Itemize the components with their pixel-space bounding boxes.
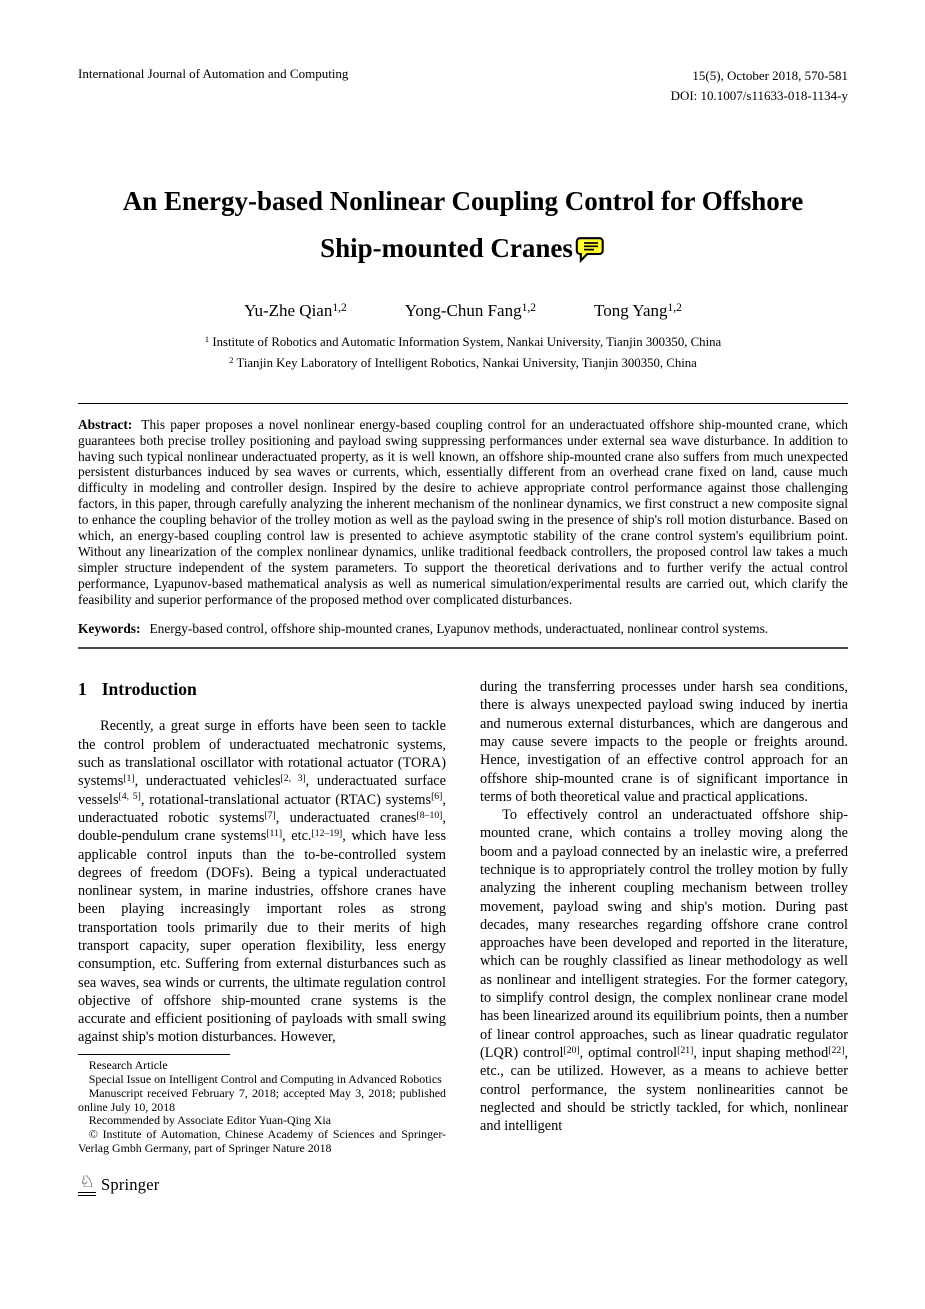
right-column	[480, 678, 848, 1156]
footnote-article-type: Research Article	[88, 1057, 168, 1072]
footnotes	[78, 1059, 446, 1156]
author-3-name: Tong Yang	[594, 301, 668, 321]
affiliations	[78, 332, 848, 373]
left-column	[78, 678, 446, 1156]
affiliation-1	[78, 332, 848, 353]
affiliation-1-sup: 1	[204, 334, 210, 345]
author-2-name: Yong-Chun Fang	[404, 301, 522, 321]
paper-title	[78, 178, 848, 277]
intro-paragraph-1: Recently, a great surge in efforts have been seen to tackle the control problem of underactuated mechatronic systems, such as translational oscillator with rotational actuator (TORA) systems[1], underactuated vehicles[2, 3], underactuated surface vessels[4, 5], rotational-translational actuator (RTAC) systems[6], underactuated robotic systems[7], underactuated cranes[8–10], double-pendulum crane systems[11], etc.[12–19], which have less applicable control inputs than the to-be-controlled system degrees of freedom (DOFs). Being a typical underactuated nonlinear system, in marine industries, offshore cranes have been playing increasingly important roles as strong transportation tools primarily due to their merits of high transport capacity, super operation flexibility, less energy consumption, etc. Suffering from external disturbances such as sea waves, sea winds or currents, the ultimate regulation control objective of offshore ship-mounted crane systems is the accurate and efficient positioning of payloads with small swing against ship's motion disturbances. However,	[78, 718, 447, 1046]
author-1-name: Yu-Zhe Qian	[244, 301, 333, 321]
keywords-bottom-rule	[78, 647, 848, 649]
author-1	[244, 301, 347, 321]
keywords-text: Energy-based control, offshore ship-mounted cranes, Lyapunov methods, underactuated, nonlinear control systems.	[149, 621, 769, 637]
keywords	[78, 621, 848, 637]
journal-name: International Journal of Automation and Computing	[78, 66, 349, 81]
abstract-text: This paper proposes a novel nonlinear energy-based coupling control for an underactuated offshore ship-mounted crane, which guarantees both precise trolley positioning and payload swing suppressing performances under external sea wave disturbance. In addition to having such typical nonlinear underactuated property, as it is well known, an offshore ship-mounted crane also suffers from much unexpected persistent disturbances induced by sea waves or currents, which, essentially different from an overhead crane fixed on land, cause much difficulty in modeling and controller design. Inspired by the desire to achieve appropriate control performance against those challenging factors, in this paper, through carefully analyzing the inherent mechanism of the nonlinear dynamics, we first construct a new composite signal to enhance the coupling behavior of the trolley motion as well as the payload swing in the presence of ship's roll motion disturbance. Based on which, an energy-based coupling control law is presented to achieve asymptotic stability of the crane control system's equilibrium point. Without any linearization of the complex nonlinear dynamics, unlike traditional feedback controllers, the proposed control law takes a much simpler structure independent of the system parameters. To support the theoretical derivations and to further verify the actual control performance, Lyapunov-based mathematical analysis as well as numerical simulation/experimental results are carried out, which clarify the feasibility and superior performance of the proposed method over complicated disturbances.	[78, 416, 848, 608]
author-3	[594, 301, 682, 321]
paper-title-line2	[78, 225, 848, 277]
section-number: 1	[78, 679, 87, 700]
comment-annotation-icon[interactable]	[575, 231, 606, 277]
abstract-top-rule	[78, 403, 848, 404]
affiliation-2-sup: 2	[229, 354, 234, 365]
section-heading-introduction	[78, 678, 446, 700]
right-paragraph-2: To effectively control an underactuated offshore ship-mounted crane, which contains a trolley moving along the boom and a payload connected by an inelastic wire, a preferred technique is to appropriately control the trolley motion by fully analyzing the inherent coupling mechanism between trolley movement, payload swing and ship's motion. During past decades, many researches regarding offshore crane control approaches have been developed and reported in the literature, which can be roughly classified as linear methodology as well as nonlinear and intelligent strategies. For the former category, to simplify control design, the complex nonlinear crane model has been linearized around its equilibrium points, then a number of linear control approaches, such as linear quadratic regulator (LQR) control[20], optimal control[21], input shaping method[22], etc., can be utilized. However, as a means to achieve better control performance, the system nonlinearities cannot be neglected and should be strictly tackled, for which, nonlinear and intelligent	[480, 807, 849, 1135]
author-2-affil-sup: 1,2	[521, 300, 537, 314]
affiliation-2-text: Tianjin Key Laboratory of Intelligent Robotics, Nankai University, Tianjin 300350, China	[236, 355, 697, 370]
footnote-recommended-by: Recommended by Associate Editor Yuan-Qing Xia	[88, 1113, 331, 1128]
springer-horse-icon: ♘	[78, 1174, 96, 1196]
author-3-affil-sup: 1,2	[667, 300, 682, 314]
doi: DOI: 10.1007/s11633-018-1134-y	[670, 88, 848, 104]
section-title: Introduction	[101, 679, 197, 700]
footnote-special-issue: Special Issue on Intelligent Control and Computing in Advanced Robotics	[88, 1071, 442, 1086]
abstract-label: Abstract:	[78, 416, 133, 432]
authors-row	[78, 301, 848, 321]
issue-info: 15(5), October 2018, 570-581	[692, 68, 848, 83]
springer-wordmark: Springer	[101, 1175, 160, 1194]
affiliation-1-text: Institute of Robotics and Automatic Information System, Nankai University, Tianjin 300350, China	[212, 335, 722, 350]
footnote-rule	[78, 1054, 230, 1055]
abstract	[78, 417, 848, 608]
affiliation-2	[78, 353, 848, 374]
footnote-manuscript-dates: Manuscript received February 7, 2018; accepted May 3, 2018; published online July 10, 2018	[78, 1085, 446, 1114]
paper-title-line1: An Energy-based Nonlinear Coupling Control for Offshore	[122, 186, 804, 217]
footnote-copyright: © Institute of Automation, Chinese Academy of Sciences and Springer-Verlag Gmbh Germany, part of Springer Nature 2018	[78, 1127, 446, 1156]
author-1-affil-sup: 1,2	[332, 300, 347, 314]
two-column-body	[78, 678, 848, 1156]
paper-title-line2-text: Ship-mounted Cranes	[320, 232, 573, 263]
keywords-label: Keywords:	[78, 621, 141, 637]
author-2	[405, 301, 536, 321]
right-paragraph-1: during the transferring processes under harsh sea conditions, there is always unexpected payload swing induced by inertia and numerous external disturbances, which are dangerous and may cause severe impacts to the people or freights around. Hence, investigation of an effective control approach for an offshore ship-mounted crane is of significant importance in terms of both theoretical value and practical applications.	[480, 679, 848, 805]
issue-block	[671, 66, 848, 106]
page-header	[78, 66, 848, 106]
springer-logo	[78, 1174, 159, 1196]
